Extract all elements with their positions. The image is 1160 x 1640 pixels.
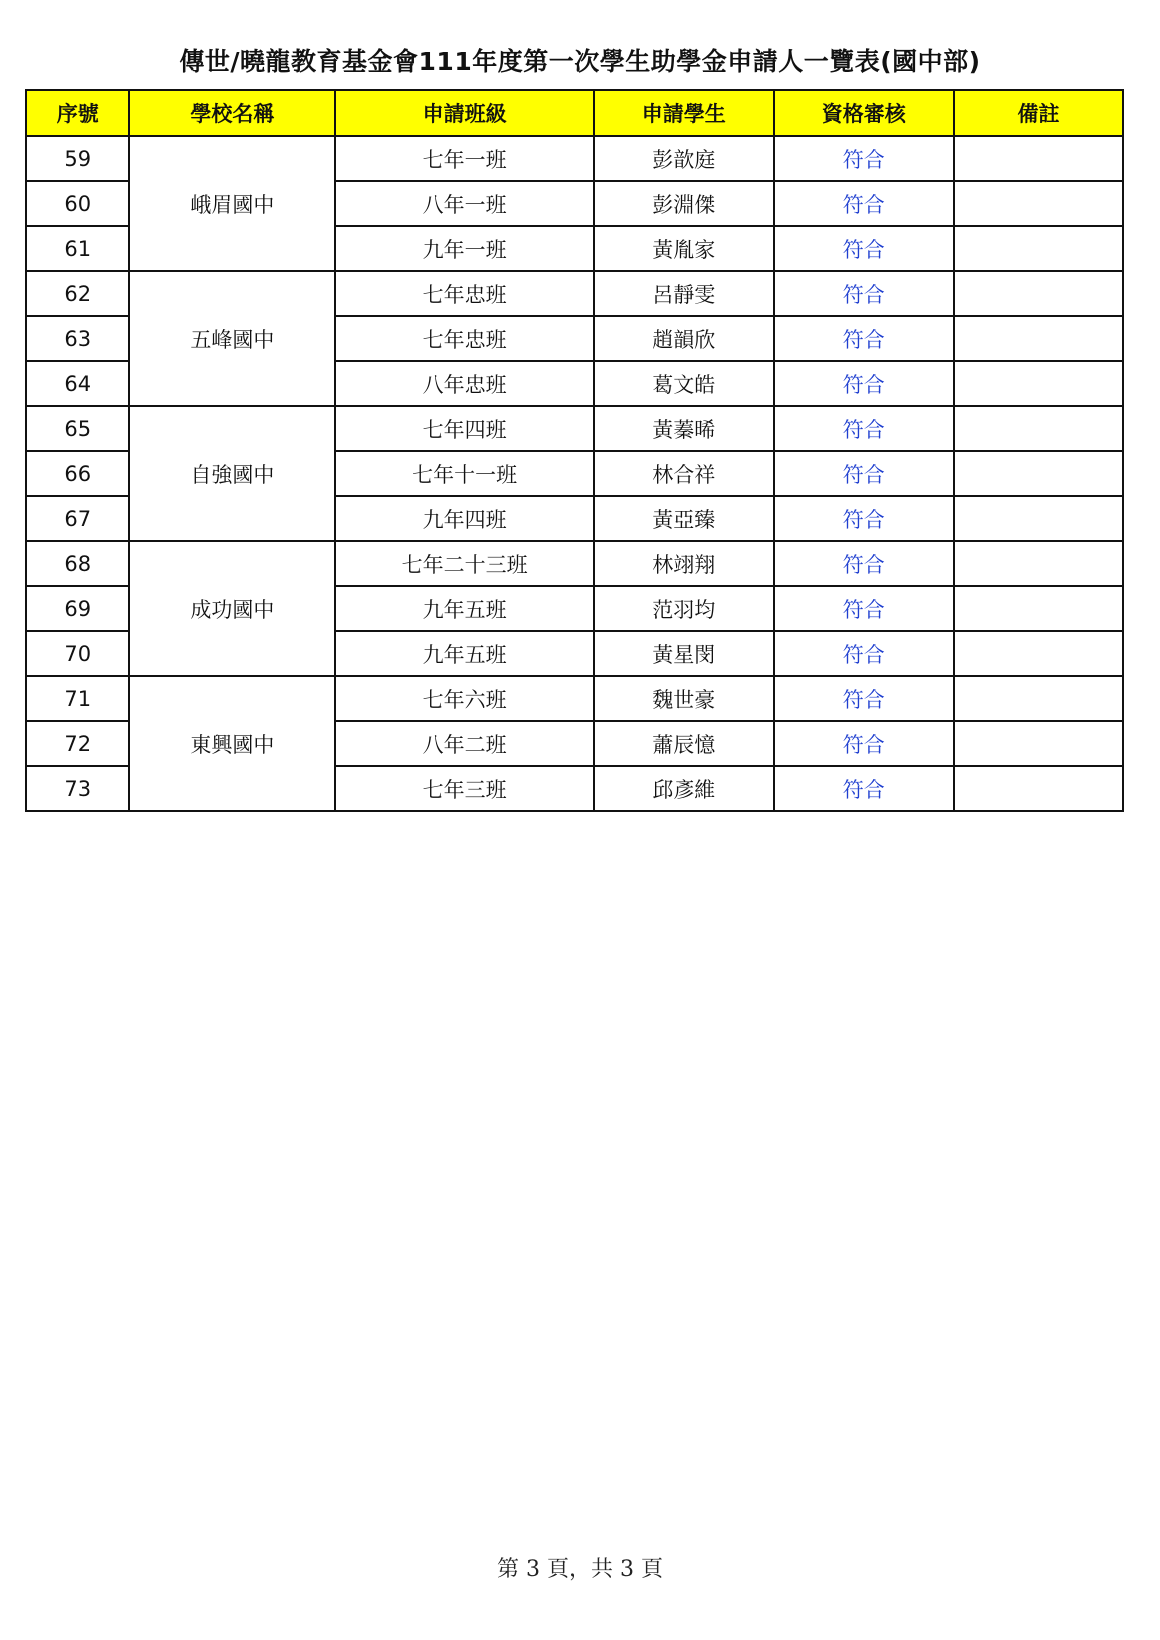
table-header-row xyxy=(26,90,1123,136)
class-cell: 七年一班 xyxy=(335,136,594,181)
seq-cell: 68 xyxy=(26,541,129,586)
header-school: 學校名稱 xyxy=(129,90,335,136)
class-cell: 八年一班 xyxy=(335,181,594,226)
table-row xyxy=(26,676,1123,721)
seq-cell: 66 xyxy=(26,451,129,496)
class-cell: 七年三班 xyxy=(335,766,594,811)
status-cell: 符合 xyxy=(774,541,955,586)
note-cell xyxy=(954,406,1123,451)
status-cell: 符合 xyxy=(774,766,955,811)
class-cell: 九年五班 xyxy=(335,586,594,631)
class-cell: 九年一班 xyxy=(335,226,594,271)
page-number-footer: 第 3 頁，共 3 頁 xyxy=(497,1557,663,1582)
student-cell: 魏世豪 xyxy=(594,676,773,721)
student-cell: 呂靜雯 xyxy=(594,271,773,316)
table-row xyxy=(26,541,1123,586)
status-cell: 符合 xyxy=(774,406,955,451)
class-cell: 七年二十三班 xyxy=(335,541,594,586)
student-cell: 黃亞臻 xyxy=(594,496,773,541)
student-cell: 黃星閔 xyxy=(594,631,773,676)
table-row xyxy=(26,406,1123,451)
status-cell: 符合 xyxy=(774,721,955,766)
status-cell: 符合 xyxy=(774,361,955,406)
status-cell: 符合 xyxy=(774,136,955,181)
note-cell xyxy=(954,676,1123,721)
note-cell xyxy=(954,181,1123,226)
student-cell: 彭歆庭 xyxy=(594,136,773,181)
student-cell: 黃蓁晞 xyxy=(594,406,773,451)
header-status: 資格審核 xyxy=(774,90,955,136)
header-seq: 序號 xyxy=(26,90,129,136)
note-cell xyxy=(954,271,1123,316)
seq-cell: 64 xyxy=(26,361,129,406)
seq-cell: 59 xyxy=(26,136,129,181)
status-cell: 符合 xyxy=(774,676,955,721)
table-row xyxy=(26,271,1123,316)
note-cell xyxy=(954,451,1123,496)
note-cell xyxy=(954,496,1123,541)
student-cell: 黃胤家 xyxy=(594,226,773,271)
class-cell: 九年五班 xyxy=(335,631,594,676)
class-cell: 七年十一班 xyxy=(335,451,594,496)
student-cell: 邱彥維 xyxy=(594,766,773,811)
status-cell: 符合 xyxy=(774,226,955,271)
header-class: 申請班級 xyxy=(335,90,594,136)
note-cell xyxy=(954,541,1123,586)
class-cell: 七年四班 xyxy=(335,406,594,451)
school-cell: 東興國中 xyxy=(129,676,335,811)
document-title: 傳世/曉龍教育基金會111年度第一次學生助學金申請人一覽表(國中部) xyxy=(179,47,981,76)
status-cell: 符合 xyxy=(774,496,955,541)
student-cell: 林合祥 xyxy=(594,451,773,496)
class-cell: 八年二班 xyxy=(335,721,594,766)
note-cell xyxy=(954,721,1123,766)
note-cell xyxy=(954,226,1123,271)
note-cell xyxy=(954,766,1123,811)
class-cell: 八年忠班 xyxy=(335,361,594,406)
seq-cell: 63 xyxy=(26,316,129,361)
note-cell xyxy=(954,631,1123,676)
status-cell: 符合 xyxy=(774,586,955,631)
school-cell: 峨眉國中 xyxy=(129,136,335,271)
note-cell xyxy=(954,586,1123,631)
status-cell: 符合 xyxy=(774,451,955,496)
school-cell: 成功國中 xyxy=(129,541,335,676)
seq-cell: 67 xyxy=(26,496,129,541)
student-cell: 葛文皓 xyxy=(594,361,773,406)
header-note: 備註 xyxy=(954,90,1123,136)
class-cell: 七年忠班 xyxy=(335,271,594,316)
seq-cell: 72 xyxy=(26,721,129,766)
student-cell: 蕭辰憶 xyxy=(594,721,773,766)
student-cell: 范羽均 xyxy=(594,586,773,631)
note-cell xyxy=(954,361,1123,406)
status-cell: 符合 xyxy=(774,316,955,361)
applicant-table xyxy=(25,89,1124,812)
header-student: 申請學生 xyxy=(594,90,773,136)
seq-cell: 69 xyxy=(26,586,129,631)
status-cell: 符合 xyxy=(774,271,955,316)
note-cell xyxy=(954,136,1123,181)
school-cell: 五峰國中 xyxy=(129,271,335,406)
table-row xyxy=(26,136,1123,181)
class-cell: 七年六班 xyxy=(335,676,594,721)
seq-cell: 65 xyxy=(26,406,129,451)
status-cell: 符合 xyxy=(774,631,955,676)
seq-cell: 60 xyxy=(26,181,129,226)
seq-cell: 70 xyxy=(26,631,129,676)
school-cell: 自強國中 xyxy=(129,406,335,541)
student-cell: 彭淵傑 xyxy=(594,181,773,226)
seq-cell: 62 xyxy=(26,271,129,316)
seq-cell: 61 xyxy=(26,226,129,271)
class-cell: 九年四班 xyxy=(335,496,594,541)
student-cell: 林翊翔 xyxy=(594,541,773,586)
student-cell: 趙韻欣 xyxy=(594,316,773,361)
seq-cell: 73 xyxy=(26,766,129,811)
status-cell: 符合 xyxy=(774,181,955,226)
seq-cell: 71 xyxy=(26,676,129,721)
note-cell xyxy=(954,316,1123,361)
class-cell: 七年忠班 xyxy=(335,316,594,361)
